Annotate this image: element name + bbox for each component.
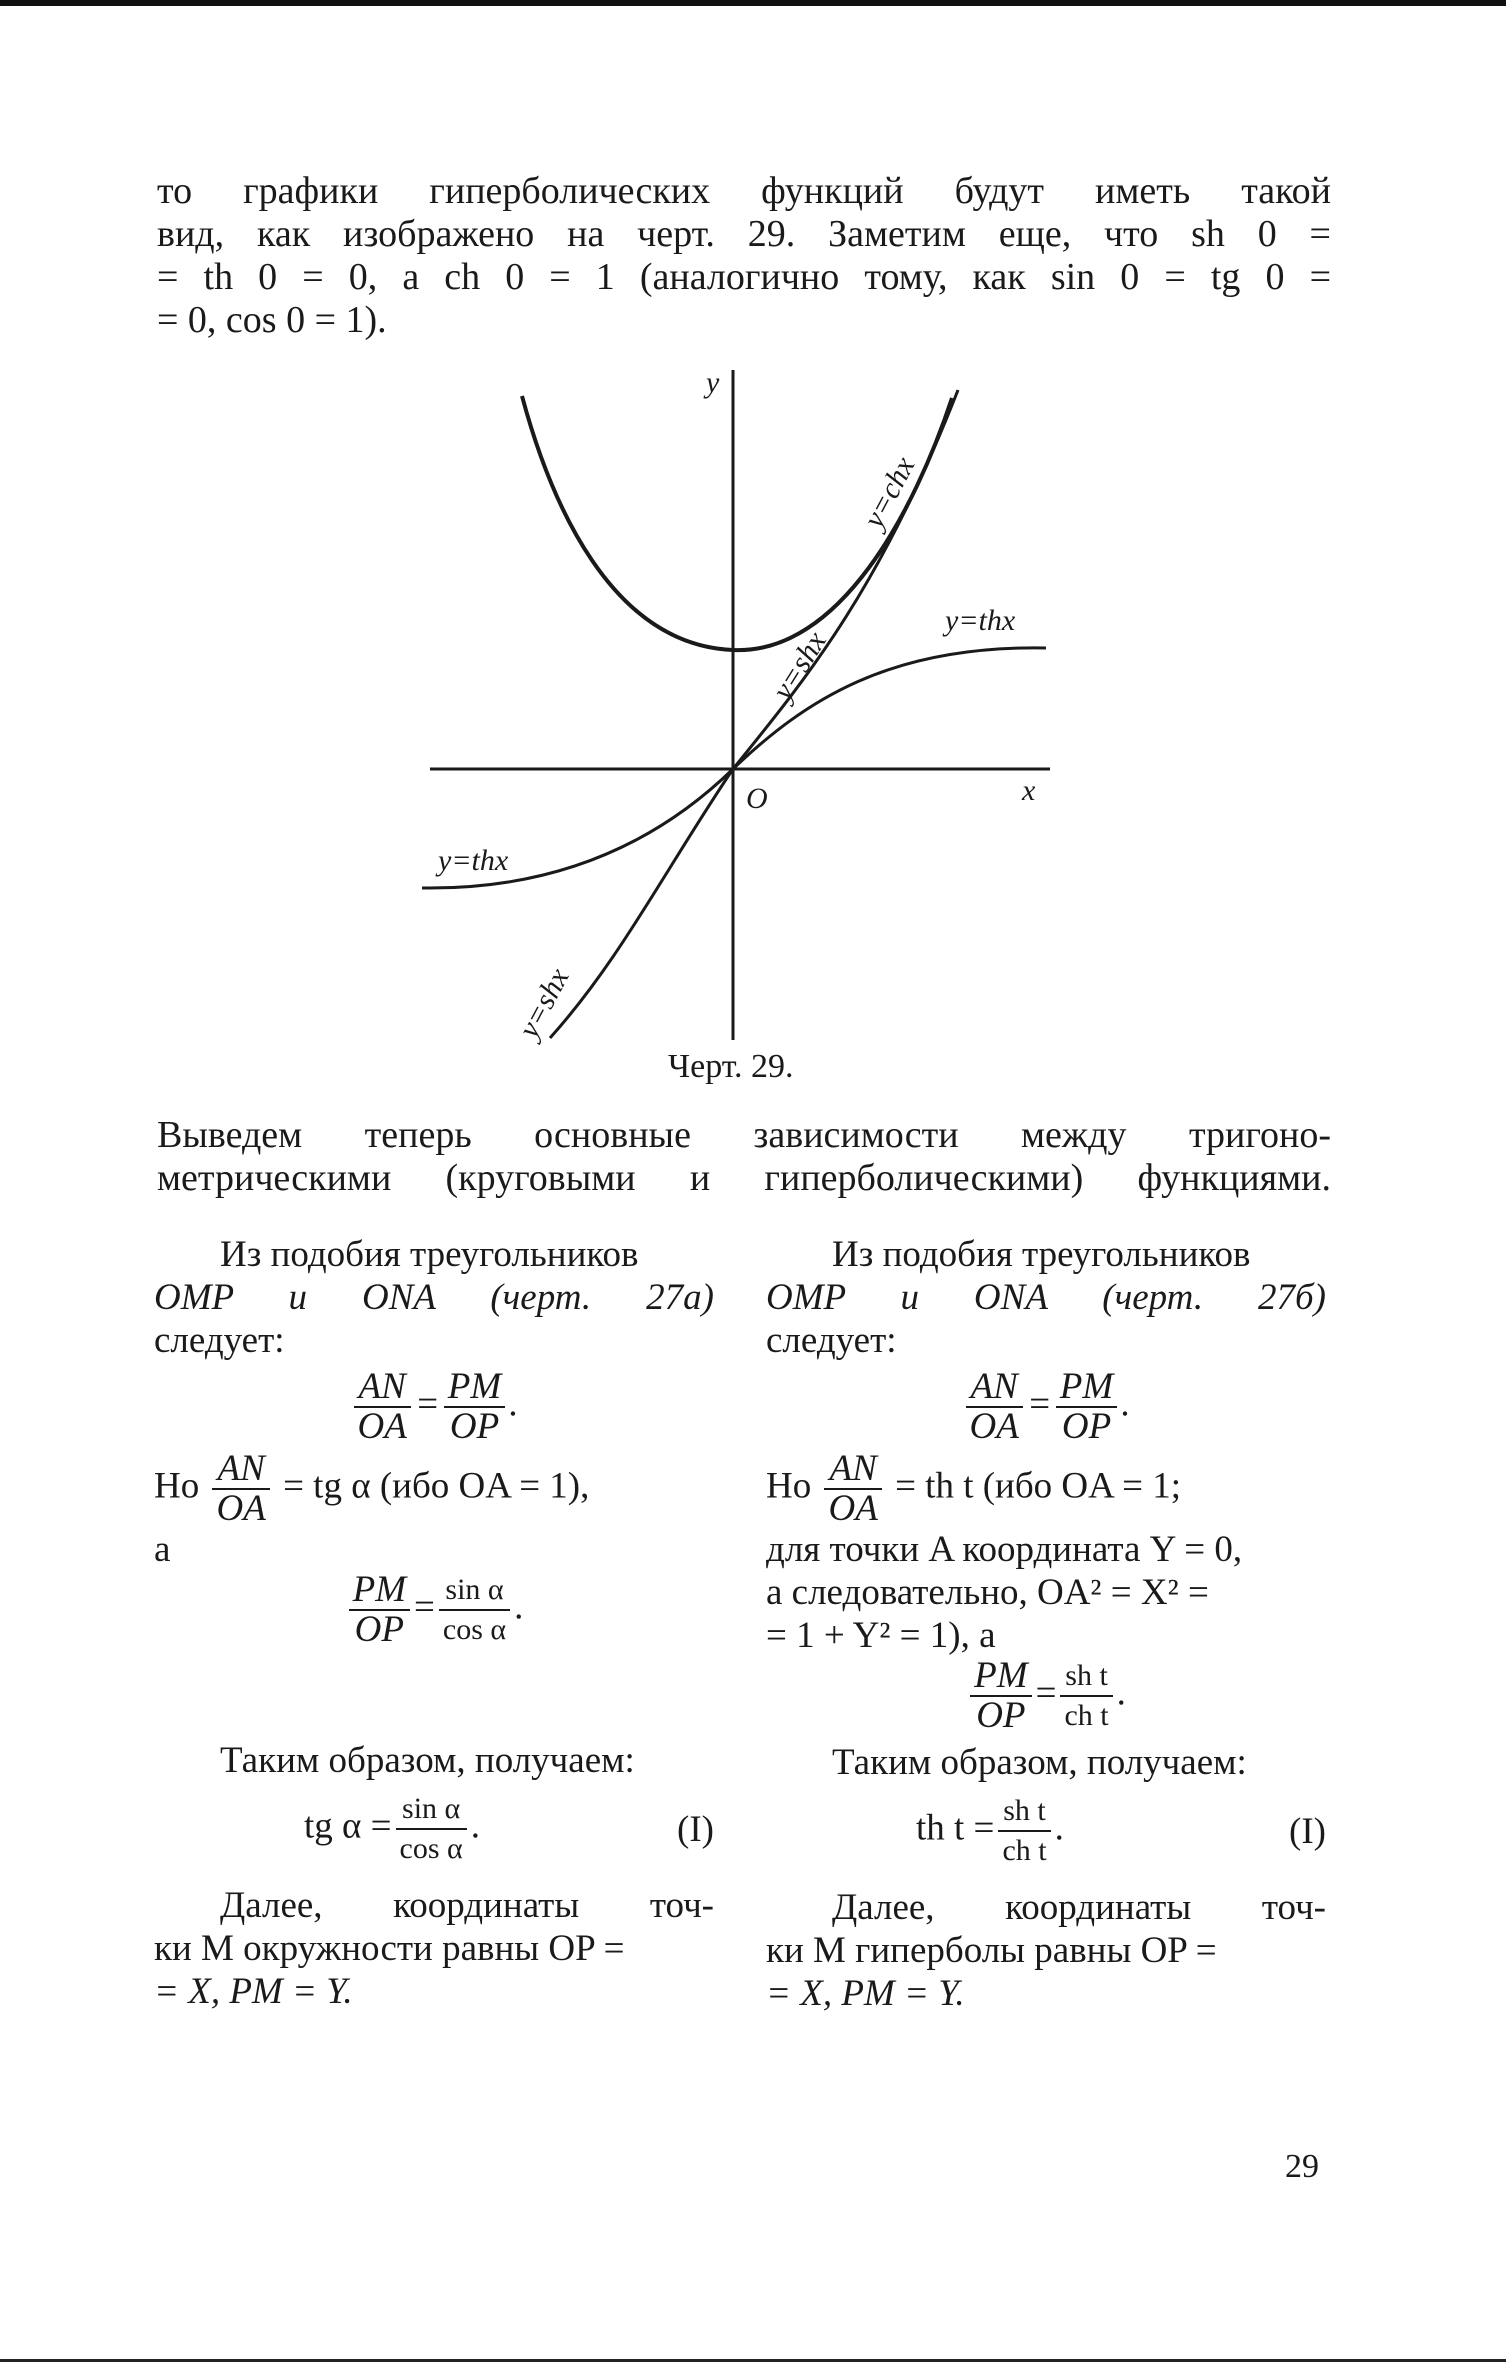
frac-den: ch t (1002, 1834, 1047, 1867)
right-line-2: OMP и ONA (черт. 27б) (766, 1277, 1326, 1318)
frac-den: cos α (399, 1832, 463, 1865)
left-but-line (154, 1450, 714, 1528)
frac-num: AN (824, 1450, 881, 1490)
left-sin-cos-equation: $\frac{PM}{OP}$ = $\frac{\text{sin α}}{\text{cos α}}$ . (154, 1571, 714, 1649)
th-lhs: th t = (916, 1807, 995, 1849)
left-eq-number: (I) (677, 1808, 714, 1850)
frac-den: OP (976, 1695, 1026, 1736)
frac-den: OA (828, 1488, 878, 1529)
hyperbolic-functions-graph (410, 360, 1070, 1050)
frac-num: AN (966, 1368, 1023, 1408)
left-ratio-equation: $\frac{AN}{OA}$ = $\frac{PM}{OP}$ . (154, 1368, 714, 1446)
right-line-3: следует: (766, 1320, 897, 1361)
right-consequently-line: а следовательно, OA² = X² = (766, 1572, 1209, 1613)
but-word: Но (154, 1465, 200, 1507)
right-eq-number: (I) (1289, 1810, 1326, 1852)
left-further-3: = X, PM = Y. (154, 1971, 353, 2012)
left-line-3: следует: (154, 1320, 285, 1361)
frac-num: AN (212, 1450, 269, 1490)
figure-caption: Черт. 29. (668, 1048, 794, 1085)
right-further-3: = X, PM = Y. (766, 1973, 965, 2014)
right-equals-line: = 1 + Y² = 1), а (766, 1615, 996, 1656)
left-line-2: OMP и ONA (черт. 27а) (154, 1277, 714, 1318)
frac-num: PM (1056, 1368, 1117, 1408)
frac-num: sin α (396, 1790, 467, 1830)
transition-line: Выведем теперь основные зависимости между тригоно- (157, 1114, 1331, 1156)
x-axis-label: x (1022, 774, 1036, 807)
right-thus-line: Таким образом, получаем: (832, 1742, 1247, 1783)
frac-num: PM (444, 1368, 505, 1408)
frac-den: OA (357, 1406, 407, 1447)
frac-den: cos α (442, 1613, 507, 1646)
left-column (154, 1233, 714, 2013)
intro-line: = 0, cos 0 = 1). (157, 299, 387, 341)
but-rest: = th t (ибо OA = 1; (895, 1465, 1181, 1507)
top-border (0, 0, 1506, 6)
frac-num: sh t (1060, 1657, 1112, 1697)
right-further-2: ки M гиперболы равны OP = (766, 1930, 1217, 1971)
intro-line: вид, как изображено на черт. 29. Заметим еще, что sh 0 = (157, 213, 1331, 255)
sh-curve-label-lower: y=shx (512, 962, 576, 1044)
left-further-2: ки M окружности равны OP = (154, 1928, 625, 1969)
right-th-formula: th t = $\frac{\text{sh t}}{\text{ch t}}$ . (I) (766, 1792, 1326, 1870)
right-line-1: Из подобия треугольников (832, 1234, 1251, 1275)
frac-num: sh t (998, 1792, 1050, 1832)
intro-line: = th 0 = 0, а ch 0 = 1 (аналогично тому, как sin 0 = tg 0 = (157, 256, 1331, 298)
page-number: 29 (1285, 2148, 1319, 2185)
frac-den: OA (969, 1406, 1019, 1447)
transition-line: метрическими (круговыми и гиперболическими) функциями. (157, 1157, 1331, 1199)
left-a-word: а (154, 1529, 171, 1570)
frac-num: PM (349, 1571, 410, 1611)
but-rest: = tg α (ибо OA = 1), (283, 1465, 590, 1507)
frac-num: PM (970, 1657, 1031, 1697)
frac-num: AN (354, 1368, 411, 1408)
right-ratio-equation: $\frac{AN}{OA}$ = $\frac{PM}{OP}$ . (766, 1368, 1326, 1446)
right-sh-ch-equation: $\frac{PM}{OP}$ = $\frac{\text{sh t}}{\text{ch t}}$ . (766, 1657, 1326, 1735)
frac-den: OP (354, 1609, 404, 1650)
frac-den: ch t (1064, 1699, 1109, 1732)
frac-num: sin α (439, 1571, 510, 1611)
transition-paragraph (157, 1114, 1331, 1200)
but-word: Но (766, 1465, 812, 1507)
right-point-line: для точки A координата Y = 0, (766, 1529, 1243, 1570)
frac-den: OA (216, 1488, 266, 1529)
frac-den: OP (449, 1406, 500, 1447)
right-but-line (766, 1450, 1326, 1528)
right-further-1: Далее, координаты точ- (832, 1887, 1326, 1928)
ch-curve-label: y=chx (857, 451, 922, 534)
th-curve-label-left: y=thx (438, 844, 509, 877)
frac-den: OP (1061, 1406, 1112, 1447)
left-tg-formula: tg α = $\frac{\text{sin α}}{\text{cos α}}$ . (I) (154, 1790, 714, 1868)
sh-curve-label-upper: y=shx (765, 625, 833, 706)
left-line-1: Из подобия треугольников (220, 1234, 639, 1275)
tg-lhs: tg α = (304, 1805, 392, 1847)
th-curve-label-right: y=thx (945, 604, 1016, 637)
right-column (766, 1233, 1326, 2015)
intro-paragraph (157, 170, 1331, 342)
left-thus-line: Таким образом, получаем: (220, 1740, 635, 1781)
left-further-1: Далее, координаты точ- (220, 1885, 714, 1926)
intro-line: то графики гиперболических функций будут иметь такой (157, 170, 1331, 212)
y-axis-label: y (706, 366, 720, 399)
origin-label: O (746, 782, 768, 815)
